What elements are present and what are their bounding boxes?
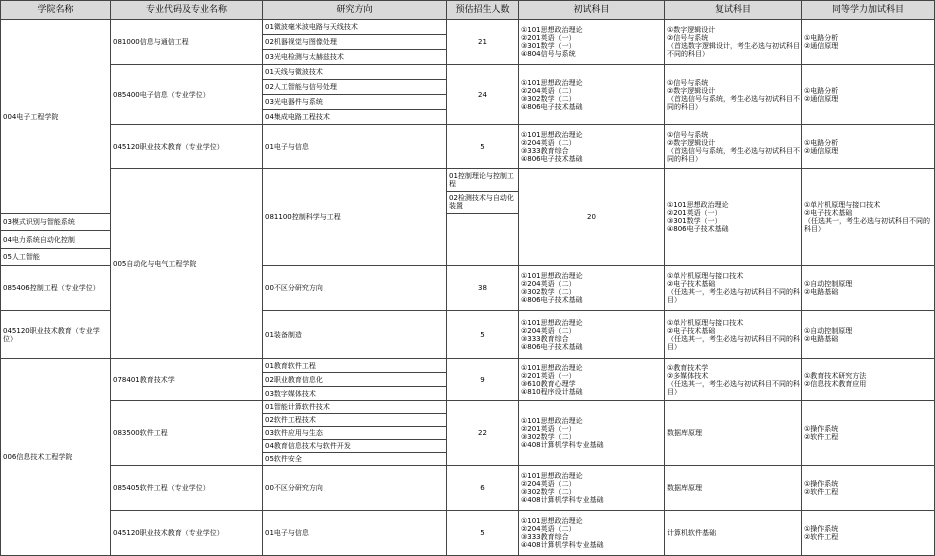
enrollment: 21 (447, 20, 519, 65)
header-major: 专业代码及专业名称 (111, 1, 263, 20)
enrollment: 24 (447, 65, 519, 125)
enrollment: 5 (447, 311, 519, 359)
initial-exam: ①101思想政治理论 ②201英语（一） ③610教育心理学 ④810程序设计基础 (519, 359, 665, 401)
major-name: 085400电子信息（专业学位） (111, 65, 263, 125)
retest-subjects: ①数字逻辑设计 ②信号与系统 （首选数字逻辑设计，考生必选与初试科目不同的科目） (665, 20, 802, 65)
initial-exam: ①101思想政治理论 ②201英语（一） ③301数学（一） ④806电子技术基础 (665, 169, 802, 266)
extra-exam: ①自动控制原理 ②电路基础 (802, 311, 935, 359)
major-name: 078401教育技术学 (111, 359, 263, 401)
direction: 02软件工程技术 (263, 414, 447, 427)
initial-exam: ①101思想政治理论 ②201英语（一） ③301数学（一） ④804信号与系统 (519, 20, 665, 65)
college-name: 005自动化与电气工程学院 (111, 169, 263, 359)
header-direction: 研究方向 (263, 1, 447, 20)
retest-subjects: 数据库原理 (665, 401, 802, 466)
enrollment: 20 (519, 169, 665, 266)
retest-subjects: ①信号与系统 ②数字逻辑设计 （首选信号与系统，考生必选与初试科目不同的科目） (665, 125, 802, 169)
initial-exam: ①101思想政治理论 ②204英语（二） ③333教育综合 ④408计算机学科专业基础 (519, 511, 665, 556)
initial-exam: ①101思想政治理论 ②204英语（二） ③333教育综合 ④806电子技术基础 (519, 125, 665, 169)
extra-exam: ①电路分析 ②通信原理 (802, 65, 935, 125)
major-name: 085405软件工程（专业学位） (111, 466, 263, 511)
major-name: 081000信息与通信工程 (111, 20, 263, 65)
direction: 01控制理论与控制工程 (447, 169, 519, 192)
retest-subjects: ①单片机原理与接口技术 ②电子技术基础 （任选其一，考生必选与初试科目不同的科目） (665, 266, 802, 311)
initial-exam: ①101思想政治理论 ②201英语（一） ③302数学（二） ④408计算机学科专业基础 (519, 401, 665, 466)
table-row (1, 20, 935, 35)
direction: 02检测技术与自动化装置 (447, 191, 519, 214)
direction: 00不区分研究方向 (263, 466, 447, 511)
major-name: 081100控制科学与工程 (263, 169, 447, 266)
header-college: 学院名称 (1, 1, 111, 20)
table-row (1, 466, 935, 511)
enrollment: 9 (447, 359, 519, 401)
major-name: 083500软件工程 (111, 401, 263, 466)
extra-exam: ①自动控制原理 ②电路基础 (802, 266, 935, 311)
direction: 01电子与信息 (263, 125, 447, 169)
major-name: 085406控制工程（专业学位） (1, 266, 111, 311)
direction: 03数字媒体技术 (263, 387, 447, 401)
header-extra-exam: 同等学力加试科目 (802, 1, 935, 20)
extra-exam: ①电路分析 ②通信原理 (802, 125, 935, 169)
header-row (1, 1, 935, 20)
initial-exam: ①101思想政治理论 ②204英语（二） ③333教育综合 ④806电子技术基础 (519, 311, 665, 359)
retest-subjects: 数据库原理 (665, 466, 802, 511)
retest-subjects: ①信号与系统 ②数字逻辑设计 （首选信号与系统，考生必选与初试科目不同的科目） (665, 65, 802, 125)
direction: 03软件应用与生态 (263, 427, 447, 440)
table-row (1, 359, 935, 373)
extra-exam: ①电路分析 ②通信原理 (802, 20, 935, 65)
initial-exam: ①101思想政治理论 ②204英语（二） ③302数学（二） ④806电子技术基础 (519, 65, 665, 125)
table-row (1, 65, 935, 80)
retest-subjects: 计算机软件基础 (665, 511, 802, 556)
initial-exam: ①101思想政治理论 ②204英语（二） ③302数学（二） ④408计算机学科专业基础 (519, 466, 665, 511)
retest-subjects: ①单片机原理与接口技术 ②电子技术基础 （任选其一，考生必选与初试科目不同的科目） (665, 311, 802, 359)
enrollment: 5 (447, 125, 519, 169)
direction: 03光电检测与太赫兹技术 (263, 50, 447, 65)
enrollment: 38 (447, 266, 519, 311)
direction: 02职业教育信息化 (263, 373, 447, 387)
direction: 01智能计算软件技术 (263, 401, 447, 414)
direction: 04集成电路工程技术 (263, 110, 447, 125)
direction: 01天线与微波技术 (263, 65, 447, 80)
table-row (1, 401, 935, 414)
major-name: 045120职业技术教育（专业学位） (111, 125, 263, 169)
direction: 03光电器件与系统 (263, 95, 447, 110)
table-row (1, 125, 935, 169)
table-row (1, 169, 935, 192)
direction: 03模式识别与智能系统 (1, 214, 111, 231)
direction: 01装备制造 (263, 311, 447, 359)
extra-exam: ①操作系统 ②软件工程 (802, 401, 935, 466)
initial-exam: ①101思想政治理论 ②204英语（二） ③302数学（二） ④806电子技术基础 (519, 266, 665, 311)
college-name: 004电子工程学院 (1, 20, 111, 214)
college-name: 006信息技术工程学院 (1, 359, 111, 556)
direction: 00不区分研究方向 (263, 266, 447, 311)
header-initial-exam: 初试科目 (519, 1, 665, 20)
extra-exam: ①教育技术研究方法 ②信息技术教育应用 (802, 359, 935, 401)
extra-exam: ①操作系统 ②软件工程 (802, 511, 935, 556)
direction: 02人工智能与信号处理 (263, 80, 447, 95)
enrollment: 6 (447, 466, 519, 511)
retest-subjects: ①教育技术学 ②多媒体技术 （任选其一，考生必选与初试科目不同的科目） (665, 359, 802, 401)
direction: 05人工智能 (1, 248, 111, 265)
direction: 05软件安全 (263, 453, 447, 466)
extra-exam: ①操作系统 ②软件工程 (802, 466, 935, 511)
major-name: 045120职业技术教育（专业学位） (1, 311, 111, 359)
header-retest: 复试科目 (665, 1, 802, 20)
retest-subjects: ①单片机原理与接口技术 ②电子技术基础 （任选其一，考生必选与初试科目不同的科目） (802, 169, 935, 266)
enrollment: 5 (447, 511, 519, 556)
direction: 01微波毫米波电路与天线技术 (263, 20, 447, 35)
direction: 04电力系统自动化控制 (1, 231, 111, 248)
header-enrollment: 预估招生人数 (447, 1, 519, 20)
table-body (1, 20, 935, 556)
direction: 02机器视觉与图像处理 (263, 35, 447, 50)
direction: 01电子与信息 (263, 511, 447, 556)
enrollment: 22 (447, 401, 519, 466)
direction: 01教育软件工程 (263, 359, 447, 373)
major-name: 045120职业技术教育（专业学位） (111, 511, 263, 556)
table-row (1, 511, 935, 556)
direction: 04教育信息技术与软件开发 (263, 440, 447, 453)
